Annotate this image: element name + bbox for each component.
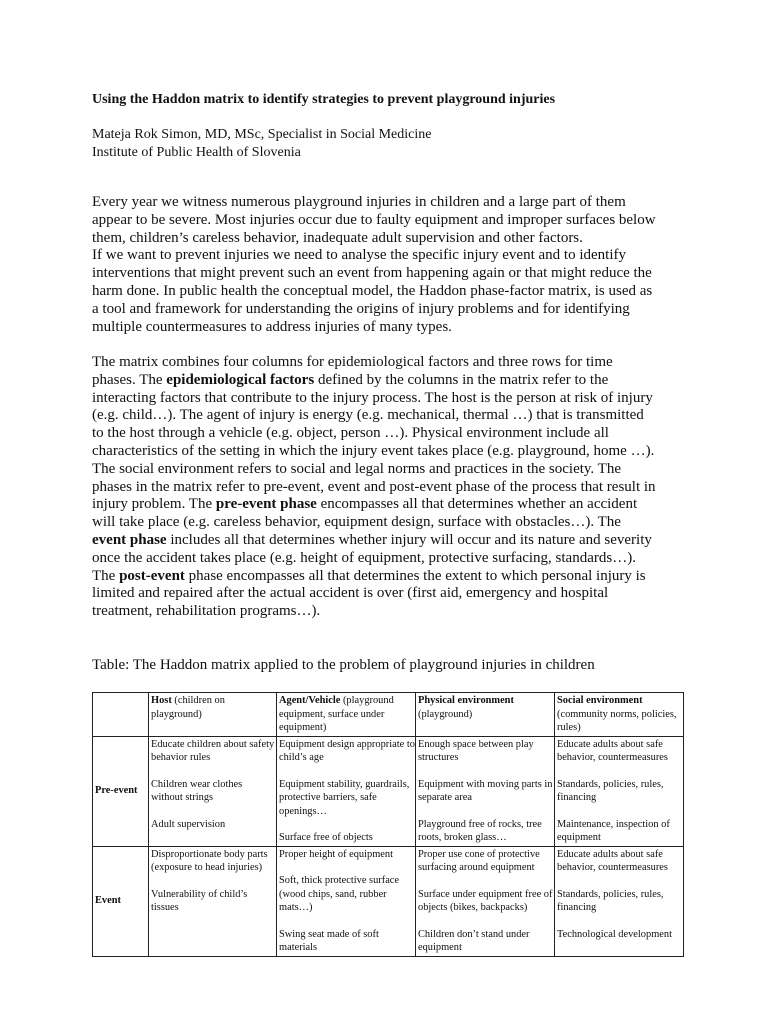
term-event-phase: event phase — [92, 531, 167, 548]
author-institution: Institute of Public Health of Slovenia — [92, 145, 301, 160]
cell-event-social — [555, 846, 684, 956]
text-line: will take place (e.g. careless behavior, equipment design, surface with obstacles…). The — [92, 514, 621, 531]
author-name: Mateja Rok Simon, MD, MSc, Specialist in Social Medicine — [92, 127, 432, 142]
header-host: Host (children on playground) — [149, 693, 277, 737]
list-item: Equipment with moving parts in separate area — [418, 778, 553, 803]
header-agent-vehicle: Agent/Vehicle (playground equipment, surface under equipment) — [277, 693, 416, 737]
row-label-pre-event: Pre-event — [93, 736, 149, 846]
text-line: interacting factors that contribute to the injury process. The host is the person at risk of injury — [92, 389, 653, 406]
list-item: Educate adults about safe behavior, countermeasures — [557, 738, 668, 763]
text-line: appear to be severe. Most injuries occur due to faulty equipment and improper surfaces below — [92, 211, 656, 228]
text-line: injury problem. The pre-event phase encompasses all that determines whether an accident — [92, 496, 638, 513]
text-line: multiple countermeasures to address injuries of many types. — [92, 318, 452, 335]
list-item: Surface free of objects — [279, 832, 373, 843]
list-item: Swing seat made of soft materials — [279, 928, 379, 953]
author-block — [92, 126, 431, 162]
table-caption: Table: The Haddon matrix applied to the problem of playground injuries in children — [92, 657, 595, 673]
cell-event-physical — [416, 846, 555, 956]
text-line: The social environment refers to social and legal norms and practices in the society. The — [92, 460, 621, 477]
list-item: Educate adults about safe behavior, countermeasures — [557, 848, 668, 873]
list-item: Technological development — [557, 928, 672, 940]
text-line: phases in the matrix refer to pre-event, event and post-event phase of the process that result in — [92, 478, 656, 495]
cell-event-host — [149, 846, 277, 956]
list-item: Disproportionate body parts (exposure to head injuries) — [151, 848, 268, 873]
term-epidemiological-factors: epidemiological factors — [166, 371, 315, 388]
text-line: Every year we witness numerous playground injuries in children and a large part of them — [92, 194, 626, 210]
list-item: Maintenance, inspection of equipment — [557, 818, 670, 843]
list-item: Standards, policies, rules, financing — [557, 888, 664, 913]
corner-cell — [93, 693, 149, 737]
text-line: a tool and framework for understanding the origins of injury problems and for identifying — [92, 300, 630, 317]
list-item: Equipment stability, guardrails, protective barriers, safe openings… — [279, 778, 410, 817]
list-item: Equipment design appropriate to child’s age — [279, 738, 415, 763]
cell-pre-event-agent — [277, 736, 416, 846]
text-line: If we want to prevent injuries we need to analyse the specific injury event and to identify — [92, 247, 626, 264]
text-line: phases. The epidemiological factors defined by the columns in the matrix refer to the — [92, 371, 609, 388]
matrix-explanation-paragraph — [92, 354, 682, 621]
list-item: Vulnerability of child’s tissues — [151, 888, 248, 913]
text-line: (e.g. child…). The agent of injury is energy (e.g. mechanical, thermal …) that is transmitted — [92, 407, 644, 424]
list-item: Children wear clothes without strings — [151, 778, 243, 803]
text-line: interventions that might prevent such an event from happening again or that might reduce the — [92, 265, 652, 282]
list-item: Enough space between play structures — [418, 738, 534, 763]
text-line: characteristics of the setting in which the injury event takes place (e.g. playground, home …). — [92, 442, 655, 459]
text-line: treatment, rehabilitation programs…). — [92, 603, 321, 620]
list-item: Surface under equipment free of objects (bikes, backpacks) — [418, 888, 553, 913]
document-title: Using the Haddon matrix to identify strategies to prevent playground injuries — [92, 92, 556, 107]
text-line: event phase includes all that determines whether injury will occur and its nature and severity — [92, 531, 652, 548]
table-header-row — [93, 693, 684, 737]
term-post-event: post-event — [119, 567, 185, 584]
list-item: Children don’t stand under equipment — [418, 928, 530, 953]
text-line: to the host through a vehicle (e.g. object, person …). Physical environment include all — [92, 425, 609, 442]
haddon-matrix-table — [92, 692, 684, 957]
cell-pre-event-social — [555, 736, 684, 846]
list-item: Adult supervision — [151, 818, 226, 830]
row-label-event: Event — [93, 846, 149, 956]
cell-pre-event-physical — [416, 736, 555, 846]
header-physical-environment: Physical environment (playground) — [416, 693, 555, 737]
text-line: harm done. In public health the conceptual model, the Haddon phase-factor matrix, is used as — [92, 282, 653, 299]
header-social-environment: Social environment (community norms, policies, rules) — [555, 693, 684, 737]
table-row-event — [93, 846, 684, 956]
list-item: Proper use cone of protective surfacing around equipment — [418, 848, 540, 873]
list-item: Proper height of equipment — [279, 848, 393, 860]
intro-paragraph — [92, 194, 682, 336]
list-item: Soft, thick protective surface (wood chips, sand, rubber mats…) — [279, 875, 400, 913]
term-pre-event-phase: pre-event phase — [215, 496, 317, 513]
cell-pre-event-host — [149, 736, 277, 846]
text-line: once the accident takes place (e.g. height of equipment, protective surfacing, standards…). — [92, 549, 636, 566]
text-line: limited and repaired after the actual accident is over (first aid, emergency and hospital — [92, 585, 609, 602]
text-line: The matrix combines four columns for epidemiological factors and three rows for time — [92, 354, 613, 370]
text-line: The post-event phase encompasses all that determines the extent to which personal injury is — [92, 567, 646, 584]
list-item: Educate children about safety behavior rules — [151, 738, 275, 763]
list-item: Standards, policies, rules, financing — [557, 778, 664, 803]
text-line: them, children’s careless behavior, inadequate adult supervision and other factors. — [92, 229, 583, 246]
table-row-pre-event — [93, 736, 684, 846]
cell-event-agent — [277, 846, 416, 956]
list-item: Playground free of rocks, tree roots, broken glass… — [418, 818, 542, 843]
